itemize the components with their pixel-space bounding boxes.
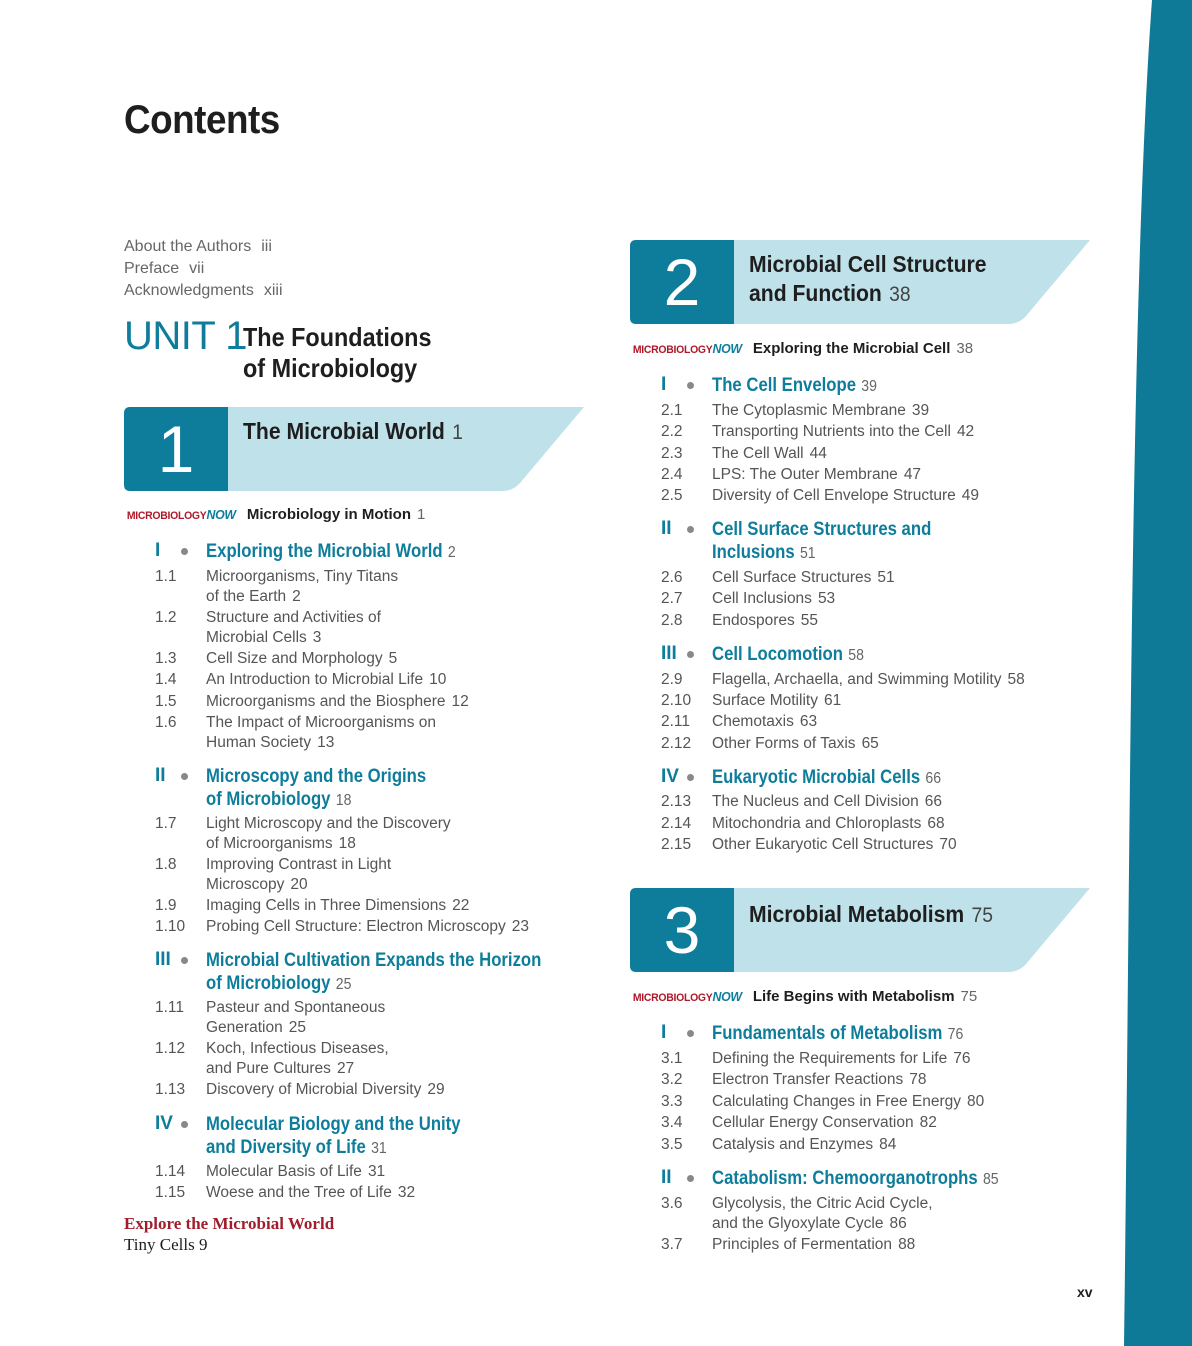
chapter-title: Microbial Metabolism 75 bbox=[749, 901, 994, 927]
chapter-3-banner[interactable] bbox=[630, 888, 1092, 972]
unit-label: UNIT 1 bbox=[124, 314, 247, 358]
chapter-number: 3 bbox=[663, 893, 701, 967]
page-edge-band bbox=[1122, 0, 1192, 1346]
bullet-dot bbox=[687, 382, 694, 389]
front-matter-item[interactable]: About the Authors iii bbox=[124, 238, 272, 255]
bullet-dot bbox=[687, 774, 694, 781]
chapter-1-banner[interactable] bbox=[124, 407, 586, 491]
microbiology-now-logo: MICROBIOLOGYNOW bbox=[632, 989, 742, 1004]
explore-heading: Explore the Microbial World bbox=[124, 1214, 335, 1233]
front-matter-item[interactable]: Acknowledgments xiii bbox=[124, 282, 283, 299]
explore-item[interactable]: Tiny Cells 9 bbox=[124, 1235, 208, 1254]
bullet-dot bbox=[687, 1175, 694, 1182]
bullet-dot bbox=[687, 526, 694, 533]
chapter-2-banner[interactable] bbox=[630, 240, 1092, 324]
microbiology-now-logo: MICROBIOLOGYNOW bbox=[632, 341, 742, 356]
microbiology-now-entry[interactable]: MICROBIOLOGYNOW Microbiology in Motion 1 bbox=[126, 506, 426, 523]
page-number: xv bbox=[1077, 1284, 1093, 1300]
chapter-number: 1 bbox=[157, 412, 195, 486]
chapter-number: 2 bbox=[663, 245, 701, 319]
chapter-title: Microbial Cell Structure and Function 38 bbox=[749, 251, 987, 306]
page-title: Contents bbox=[124, 98, 280, 142]
microbiology-now-entry[interactable]: MICROBIOLOGYNOW Exploring the Microbial Cell 38 bbox=[632, 340, 974, 357]
bullet-dot bbox=[687, 1030, 694, 1037]
bullet-dot bbox=[181, 1121, 188, 1128]
microbiology-now-logo: MICROBIOLOGYNOW bbox=[126, 507, 236, 522]
unit-title: The Foundations of Microbiology bbox=[243, 322, 432, 383]
bullet-dot bbox=[181, 957, 188, 964]
bullet-dot bbox=[181, 548, 188, 555]
chapter-title: The Microbial World 1 bbox=[243, 418, 463, 444]
microbiology-now-entry[interactable]: MICROBIOLOGYNOW Life Begins with Metabolism 75 bbox=[632, 988, 978, 1005]
bullet-dot bbox=[181, 773, 188, 780]
front-matter-item[interactable]: Preface vii bbox=[124, 260, 205, 277]
bullet-dot bbox=[687, 651, 694, 658]
